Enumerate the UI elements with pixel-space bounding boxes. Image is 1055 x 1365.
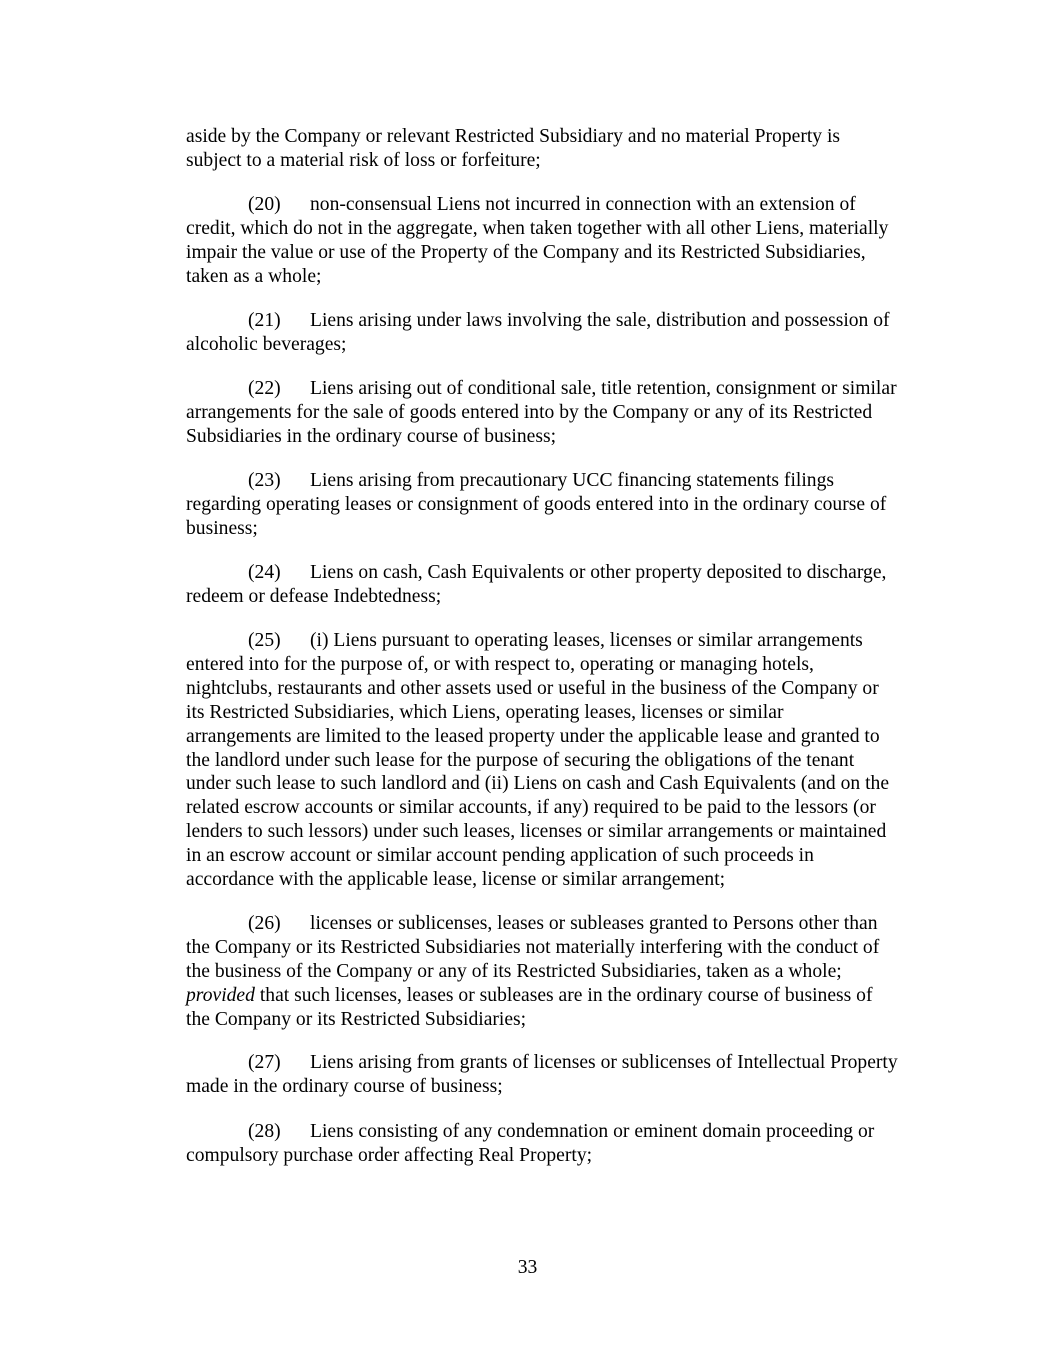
- first-line: (23) Liens arising from precautionary UCC financing statements filings: [248, 470, 835, 491]
- paragraph-22: [186, 377, 946, 449]
- text-line: lenders to such lessors) under such leases, licenses or similar arrangements or maintained: [186, 821, 887, 843]
- paragraph-21: [186, 309, 946, 357]
- paragraph-continuation: [186, 125, 946, 173]
- paragraph-27: [186, 1051, 946, 1099]
- text-line: the business of the Company or any of its Restricted Subsidiaries, taken as a whole;: [186, 960, 842, 982]
- first-line: (21) Liens arising under laws involving the sale, distribution and possession of: [248, 310, 890, 331]
- paragraph-24: [186, 561, 946, 609]
- paragraph-20: [186, 193, 946, 289]
- first-line: (27) Liens arising from grants of licenses or sublicenses of Intellectual Property: [248, 1052, 898, 1073]
- item-number: (20): [248, 194, 281, 215]
- text-line: entered into for the purpose of, or with respect to, operating or managing hotels,: [186, 653, 814, 675]
- item-number: (26): [248, 913, 281, 934]
- text-line: related escrow accounts or similar accounts, if any) required to be paid to the lessors (or: [186, 797, 876, 819]
- text-line: business;: [186, 517, 258, 539]
- paragraph-25: [186, 629, 946, 892]
- first-line: (26) licenses or sublicenses, leases or subleases granted to Persons other than: [248, 913, 878, 934]
- item-number: (25): [248, 630, 281, 651]
- text-line: impair the value or use of the Property of the Company and its Restricted Subsidiaries,: [186, 241, 866, 263]
- item-number: (28): [248, 1121, 281, 1142]
- text-line: compulsory purchase order affecting Real Property;: [186, 1144, 593, 1166]
- text-line: in an escrow account or similar account pending application of such proceeds in: [186, 845, 814, 867]
- text-line: subject to a material risk of loss or forfeiture;: [186, 149, 541, 171]
- first-line: (24) Liens on cash, Cash Equivalents or other property deposited to discharge,: [248, 562, 887, 583]
- item-number: (21): [248, 310, 281, 331]
- italic-term: provided: [186, 984, 255, 1006]
- text-line: credit, which do not in the aggregate, when taken together with all other Liens, materially: [186, 217, 889, 239]
- item-number: (24): [248, 562, 281, 583]
- first-line: (28) Liens consisting of any condemnation or eminent domain proceeding or: [248, 1121, 875, 1142]
- paragraph-23: [186, 469, 946, 541]
- item-number: (22): [248, 378, 281, 399]
- paragraph-28: [186, 1120, 946, 1168]
- text-line: the landlord under such lease for the purpose of securing the obligations of the tenant: [186, 749, 855, 771]
- text-line: Subsidiaries in the ordinary course of business;: [186, 425, 557, 447]
- text-line: made in the ordinary course of business;: [186, 1075, 503, 1097]
- text-line: aside by the Company or relevant Restricted Subsidiary and no material Property is: [186, 126, 841, 147]
- text-line: accordance with the applicable lease, license or similar arrangement;: [186, 869, 726, 891]
- text-line: its Restricted Subsidiaries, which Liens, operating leases, licenses or similar: [186, 701, 784, 723]
- first-line: (25) (i) Liens pursuant to operating leases, licenses or similar arrangements: [248, 630, 863, 651]
- text-line: nightclubs, restaurants and other assets used or useful in the business of the Company or: [186, 677, 879, 699]
- item-number: (23): [248, 470, 281, 491]
- text-line: alcoholic beverages;: [186, 333, 347, 355]
- text-line: arrangements for the sale of goods entered into by the Company or any of its Restricted: [186, 401, 873, 423]
- text-line: redeem or defease Indebtedness;: [186, 585, 442, 607]
- text-line: regarding operating leases or consignment of goods entered into in the ordinary course of: [186, 493, 887, 515]
- page-number: 33: [517, 1257, 538, 1278]
- item-number: (27): [248, 1052, 281, 1073]
- text-line: provided that such licenses, leases or subleases are in the ordinary course of business of: [186, 984, 873, 1006]
- text-line: the Company or its Restricted Subsidiaries not materially interfering with the conduct of: [186, 936, 880, 958]
- text-line: taken as a whole;: [186, 265, 322, 287]
- text-line: under such lease to such landlord and (ii) Liens on cash and Cash Equivalents (and on the: [186, 773, 890, 795]
- first-line: (20) non-consensual Liens not incurred in connection with an extension of: [248, 194, 856, 215]
- paragraph-26: [186, 912, 946, 1032]
- text-line: the Company or its Restricted Subsidiaries;: [186, 1008, 527, 1030]
- first-line: (22) Liens arising out of conditional sale, title retention, consignment or similar: [248, 378, 897, 399]
- text-line: arrangements are limited to the leased property under the applicable lease and granted to: [186, 725, 880, 747]
